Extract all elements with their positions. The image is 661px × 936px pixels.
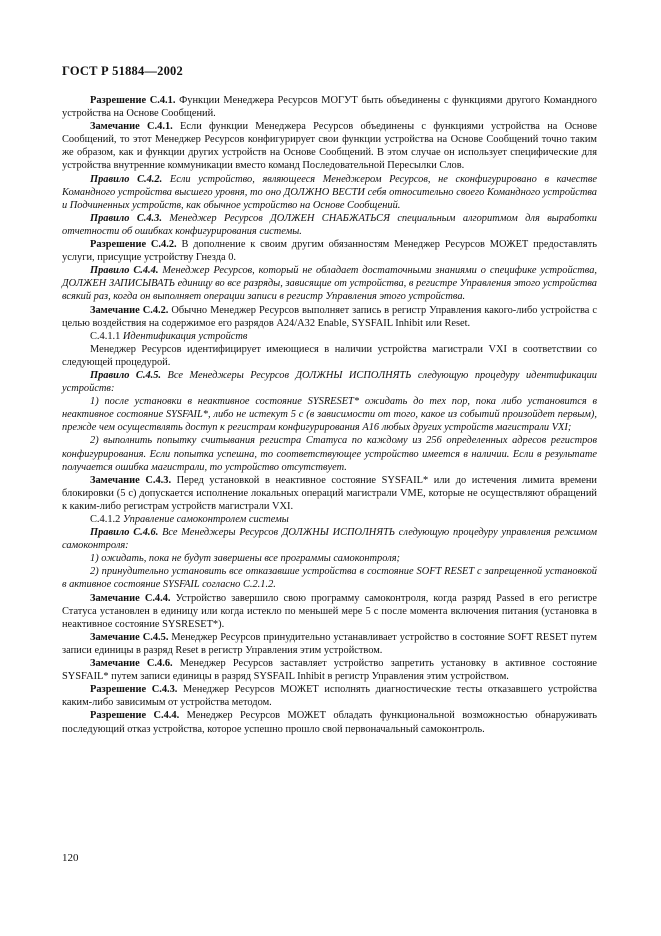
paragraph (62, 120, 597, 172)
paragraph-lead: Разрешение С.4.1. (90, 95, 176, 106)
paragraph-text: Менеджер Ресурсов, который не обладает достаточными знаниями о специфике устройства, ДОЛЖЕН ЗАПИСЫВАТЬ единицу во все разряды, зависящие от устройства, в регистре Управления этого устройства всякий раз, когда он выполняет операции записи в регистр Управления этого устройства. (62, 265, 597, 303)
paragraph-text: Функции Менеджера Ресурсов МОГУТ быть объединены с функциями другого Командного устройства на Основе Сообщений. (62, 95, 597, 120)
paragraph (62, 657, 597, 683)
paragraph-lead: Замечание С.4.5. (90, 631, 169, 643)
paragraph-lead: Замечание С.4.3. (90, 474, 172, 486)
list-item (62, 565, 597, 591)
paragraph (62, 94, 597, 120)
paragraph-text: 1) после установки в неактивное состояние SYSRESET* ожидать до тех пор, пока либо установится в неактивное состояние SYSFAIL*, либо не истекут 5 с (в зависимости от того, какое из событий произойдет первым), прежде чем осуществлять доступ к регистрам конфигурирования А16 любых других устройств магистрали VXI; (62, 396, 597, 434)
paragraph (62, 369, 597, 395)
paragraph (62, 212, 597, 238)
paragraph (62, 683, 597, 709)
paragraph (62, 173, 597, 212)
paragraph-text: Менеджер Ресурсов ДОЛЖЕН СНАБЖАТЬСЯ специальным алгоритмом для выработки отчетности об ошибках конфигурирования системы. (62, 212, 597, 237)
paragraph (62, 526, 597, 552)
paragraph-lead: Разрешение С.4.2. (90, 239, 177, 251)
list-item (62, 395, 597, 434)
paragraph-text: Менеджер Ресурсов МОЖЕТ обладать функциональной возможностью обнаруживать последующий отказ устройства, которое успешно прошло свой первоначальный самоконтроль. (62, 710, 597, 735)
paragraph-lead: Замечание С.4.1. (90, 121, 173, 133)
paragraph-lead: Замечание С.4.2. (90, 304, 169, 316)
paragraph-lead: Правило С.4.4. (90, 265, 159, 277)
paragraph-text: Перед установкой в неактивное состояние SYSFAIL* или до истечения лимита времени блокировки (5 с) допускается исполнение локальных операций магистрали VME, которые не осуществляют обращений к каким-либо регистрам устройств магистрали VXI. (62, 474, 597, 512)
paragraph-text: Если функции Менеджера Ресурсов объединены с функциями устройства на Основе Сообщений, то этот Менеджер Ресурсов конфигурирует свои функции устройства на Основе Сообщений точно таким же образом, как и функции других устройств на Основе Сообщений. В этом случае он использует специфические для устройства внутренние коммуникации вместо команд Последовательной Пересылки Слов. (62, 121, 598, 172)
page-header: ГОСТ Р 51884—2002 (62, 64, 183, 78)
paragraph-lead: Разрешение С.4.4. (90, 710, 180, 722)
paragraph (62, 631, 597, 657)
paragraph-text: 2) принудительно установить все отказавшие устройства в состояние SOFT RESET с запрещенной установкой в активное состояние SYSFAIL согласно С.2.1.2. (62, 566, 597, 591)
paragraph-text: Устройство завершило свою программу самоконтроля, когда разряд Passed в его регистре Статуса установлен в единицу или когда истекло по меньшей мере 5 с после момента включения питания (установка в неактивное состояние SYSRESET*). (62, 592, 597, 630)
section-number: С.4.1.2 (90, 514, 123, 525)
paragraph-lead: Правило С.4.2. (90, 173, 163, 185)
paragraph (62, 343, 597, 369)
section-number: С.4.1.1 (90, 330, 123, 342)
paragraph-text: Менеджер Ресурсов принудительно устанавливает устройство в состояние SOFT RESET путем записи единицы в разряд Reset в регистр Управления этим устройством. (62, 631, 597, 656)
paragraph-text: В дополнение к своим другим обязанностям Менеджер Ресурсов МОЖЕТ предоставлять услуги, присущие устройству Гнезда 0. (62, 239, 597, 264)
paragraph (62, 592, 597, 631)
section-title: Идентификация устройств (122, 330, 248, 342)
section-heading (62, 330, 597, 343)
paragraph-lead: Разрешение С.4.3. (90, 684, 178, 696)
paragraph-lead: Замечание С.4.4. (90, 592, 171, 604)
paragraph-text: Если устройство, являющееся Менеджером Ресурсов, не сконфигурировано в качестве Командного устройства высшего уровня, то оно ДОЛЖНО ВЕСТИ себя относительно своего Командного устройства и Подчиненных устройств, как обычное устройство на Основе Сообщений. (62, 173, 597, 211)
paragraph-text: Обычно Менеджер Ресурсов выполняет запись в регистр Управления какого-либо устройства с целью воздействия на содержимое его разрядов A24/A32 Enable, SYSFAIL Inhibit или Reset. (62, 304, 597, 329)
paragraph-text: Менеджер Ресурсов МОЖЕТ исполнять диагностические тесты отказавшего устройства каким-либо зависимым от устройства методом. (62, 684, 597, 709)
paragraph-text: Менеджер Ресурсов заставляет устройство запретить установку в активное состояние SYSFAIL* путем записи единицы в разряд SYSFAIL Inhibit в регистр Управления этим устройством. (62, 658, 597, 683)
list-item (62, 434, 597, 473)
list-item (62, 552, 597, 565)
paragraph (62, 238, 597, 264)
paragraph (62, 304, 597, 330)
paragraph-text: Все Менеджеры Ресурсов ДОЛЖНЫ ИСПОЛНЯТЬ следующую процедуру идентификации устройств: (62, 369, 597, 395)
paragraph-lead: Правило С.4.6. (90, 527, 159, 539)
paragraph-lead: Замечание С.4.6. (90, 658, 173, 670)
paragraph-text: Все Менеджеры Ресурсов ДОЛЖНЫ ИСПОЛНЯТЬ следующую процедуру управления режимом самоконтроля: (62, 527, 597, 552)
paragraph-text: Менеджер Ресурсов идентифицирует имеющиеся в наличии устройства магистрали VXI в соответствии со следующей процедурой. (62, 343, 597, 368)
page-number: 120 (62, 852, 79, 864)
section-heading (62, 513, 597, 526)
paragraph-text: 2) выполнить попытку считывания регистра Статуса по каждому из 256 определенных адресов регистров конфигурирования. Если попытка успешна, то соответствующее устройство имеется в наличии. Если в результате получается ошибка магистрали, то устройство отсутствует. (62, 435, 597, 473)
section-title: Управление самоконтролем системы (122, 514, 289, 525)
paragraph (62, 264, 597, 303)
paragraph-lead: Правило С.4.5. (90, 369, 162, 381)
paragraph-text: 1) ожидать, пока не будут завершены все программы самоконтроля; (90, 553, 401, 565)
paragraph (62, 474, 597, 513)
paragraph-lead: Правило С.4.3. (90, 212, 162, 224)
paragraph (62, 709, 597, 735)
document-body (62, 94, 597, 736)
